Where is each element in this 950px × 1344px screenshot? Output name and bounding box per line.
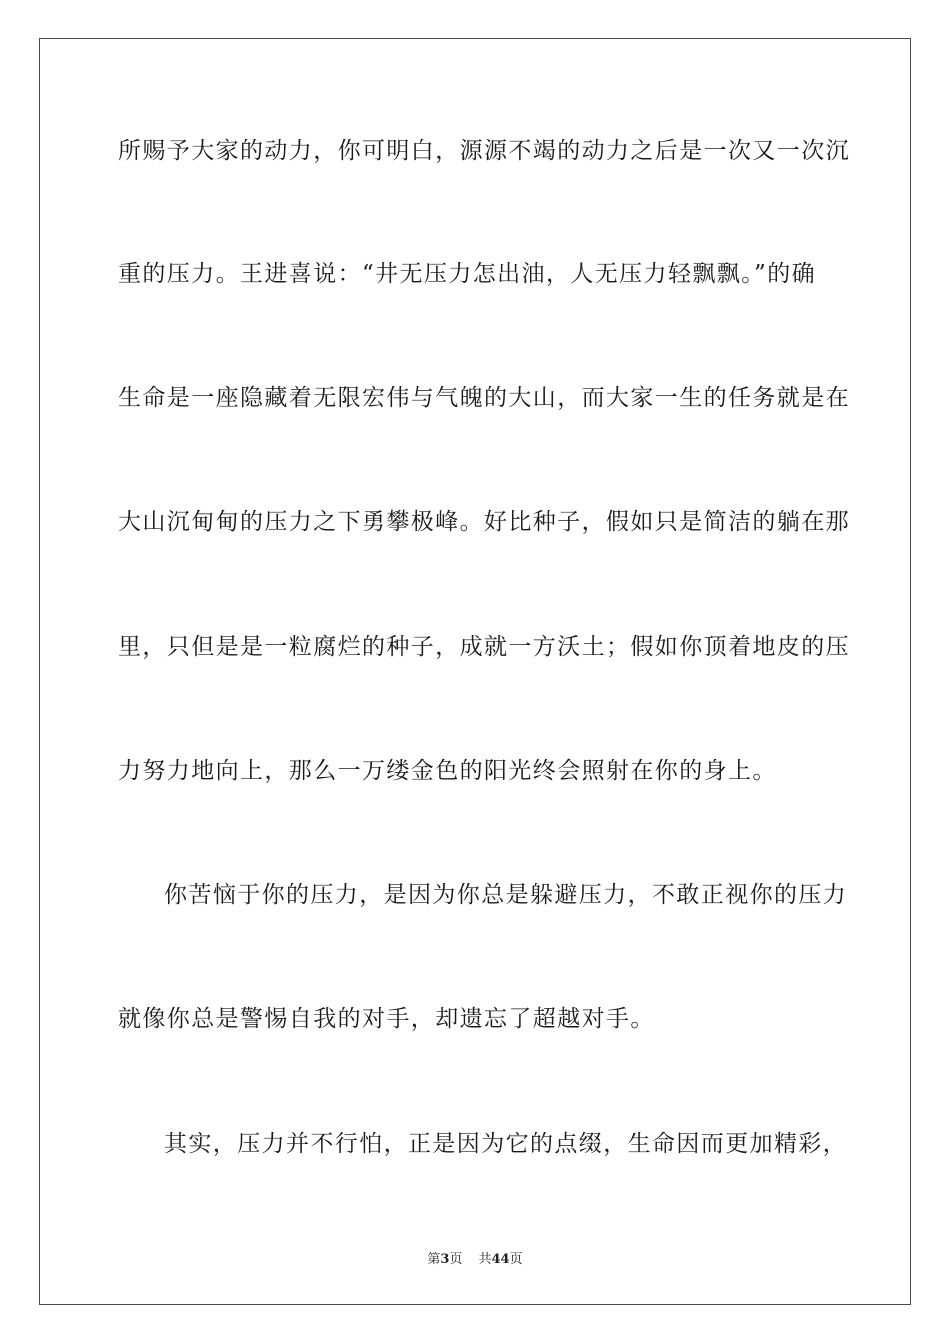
total-prefix: 共 <box>478 1252 492 1267</box>
page-footer <box>0 1248 950 1267</box>
paragraph-first-line: 其实，压力并不行怕，正是因为它的点缀，生命因而更加精彩， <box>164 1131 848 1157</box>
body-line: 力努力地向上，那么一万缕金色的阳光终会照射在你的身上。 <box>118 758 777 784</box>
paragraph-first-line: 你苦恼于你的压力，是因为你总是躲避压力，不敢正视你的压力 <box>164 882 848 908</box>
body-line: 大山沉甸甸的压力之下勇攀极峰。好比种子，假如只是简洁的躺在那 <box>118 509 850 535</box>
total-pages: 44 <box>491 1252 510 1267</box>
total-suffix: 页 <box>509 1252 523 1267</box>
page-suffix: 页 <box>449 1252 463 1267</box>
body-line: 所赐予大家的动力，你可明白，源源不竭的动力之后是一次又一次沉 <box>118 138 850 164</box>
body-line: 里，只但是是一粒腐烂的种子，成就一方沃土；假如你顶着地皮的压 <box>118 634 850 660</box>
body-line: 就像你总是警惕自我的对手，却遗忘了超越对手。 <box>118 1006 655 1032</box>
page-prefix: 第 <box>427 1252 441 1267</box>
page-border <box>39 38 911 1305</box>
page-number: 3 <box>440 1252 450 1267</box>
body-line: 重的压力。王进喜说：“井无压力怎出油，人无压力轻飘飘。”的确 <box>118 261 817 287</box>
body-line: 生命是一座隐藏着无限宏伟与气魄的大山，而大家一生的任务就是在 <box>118 385 850 411</box>
